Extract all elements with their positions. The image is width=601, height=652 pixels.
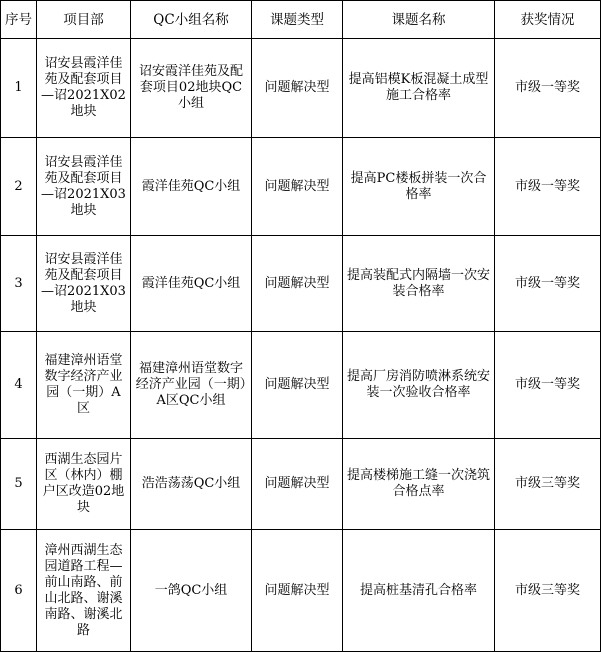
cell-index: 6 (1, 530, 37, 652)
cell-award: 市级一等奖 (495, 138, 601, 236)
cell-index: 4 (1, 332, 37, 439)
header-index: 序号 (1, 1, 37, 39)
cell-award: 市级一等奖 (495, 332, 601, 439)
cell-topic-type: 问题解决型 (252, 530, 343, 652)
cell-qc-group: 福建漳州语堂数字经济产业园（一期）A区QC小组 (131, 332, 252, 439)
cell-project: 诏安县霞洋佳苑及配套项目—诏2021X03地块 (37, 236, 131, 332)
cell-project: 西湖生态园片区（林内）棚户区改造02地块 (37, 439, 131, 530)
table-row (1, 138, 601, 236)
cell-topic-name: 提高桩基清孔合格率 (343, 530, 495, 652)
table-row (1, 236, 601, 332)
header-project: 项目部 (37, 1, 131, 39)
cell-topic-type: 问题解决型 (252, 332, 343, 439)
cell-index: 5 (1, 439, 37, 530)
cell-topic-type: 问题解决型 (252, 39, 343, 138)
cell-qc-group: 霞洋佳苑QC小组 (131, 236, 252, 332)
cell-topic-name: 提高PC楼板拼装一次合格率 (343, 138, 495, 236)
cell-project: 诏安县霞洋佳苑及配套项目—诏2021X02地块 (37, 39, 131, 138)
cell-topic-name: 提高铝模K板混凝土成型施工合格率 (343, 39, 495, 138)
table-row (1, 39, 601, 138)
cell-topic-name: 提高装配式内隔墙一次安装合格率 (343, 236, 495, 332)
cell-award: 市级一等奖 (495, 236, 601, 332)
header-qc-group: QC小组名称 (131, 1, 252, 39)
cell-project: 诏安县霞洋佳苑及配套项目—诏2021X03地块 (37, 138, 131, 236)
cell-index: 1 (1, 39, 37, 138)
header-award: 获奖情况 (495, 1, 601, 39)
table-row (1, 530, 601, 652)
cell-index: 3 (1, 236, 37, 332)
cell-project: 福建漳州语堂数字经济产业园（一期）A区 (37, 332, 131, 439)
cell-topic-type: 问题解决型 (252, 138, 343, 236)
cell-qc-group: 浩浩荡荡QC小组 (131, 439, 252, 530)
cell-qc-group: 诏安霞洋佳苑及配套项目02地块QC小组 (131, 39, 252, 138)
cell-index: 2 (1, 138, 37, 236)
table-row (1, 439, 601, 530)
header-row (1, 1, 601, 39)
cell-topic-type: 问题解决型 (252, 236, 343, 332)
cell-qc-group: 霞洋佳苑QC小组 (131, 138, 252, 236)
cell-topic-name: 提高厂房消防喷淋系统安装一次验收合格率 (343, 332, 495, 439)
cell-topic-name: 提高楼梯施工缝一次浇筑合格点率 (343, 439, 495, 530)
cell-award: 市级一等奖 (495, 39, 601, 138)
cell-award: 市级三等奖 (495, 439, 601, 530)
header-topic-name: 课题名称 (343, 1, 495, 39)
table-row (1, 332, 601, 439)
cell-qc-group: 一鸽QC小组 (131, 530, 252, 652)
cell-project: 漳州西湖生态园道路工程—前山南路、前山北路、谢溪南路、谢溪北路 (37, 530, 131, 652)
cell-topic-type: 问题解决型 (252, 439, 343, 530)
header-topic-type: 课题类型 (252, 1, 343, 39)
cell-award: 市级三等奖 (495, 530, 601, 652)
